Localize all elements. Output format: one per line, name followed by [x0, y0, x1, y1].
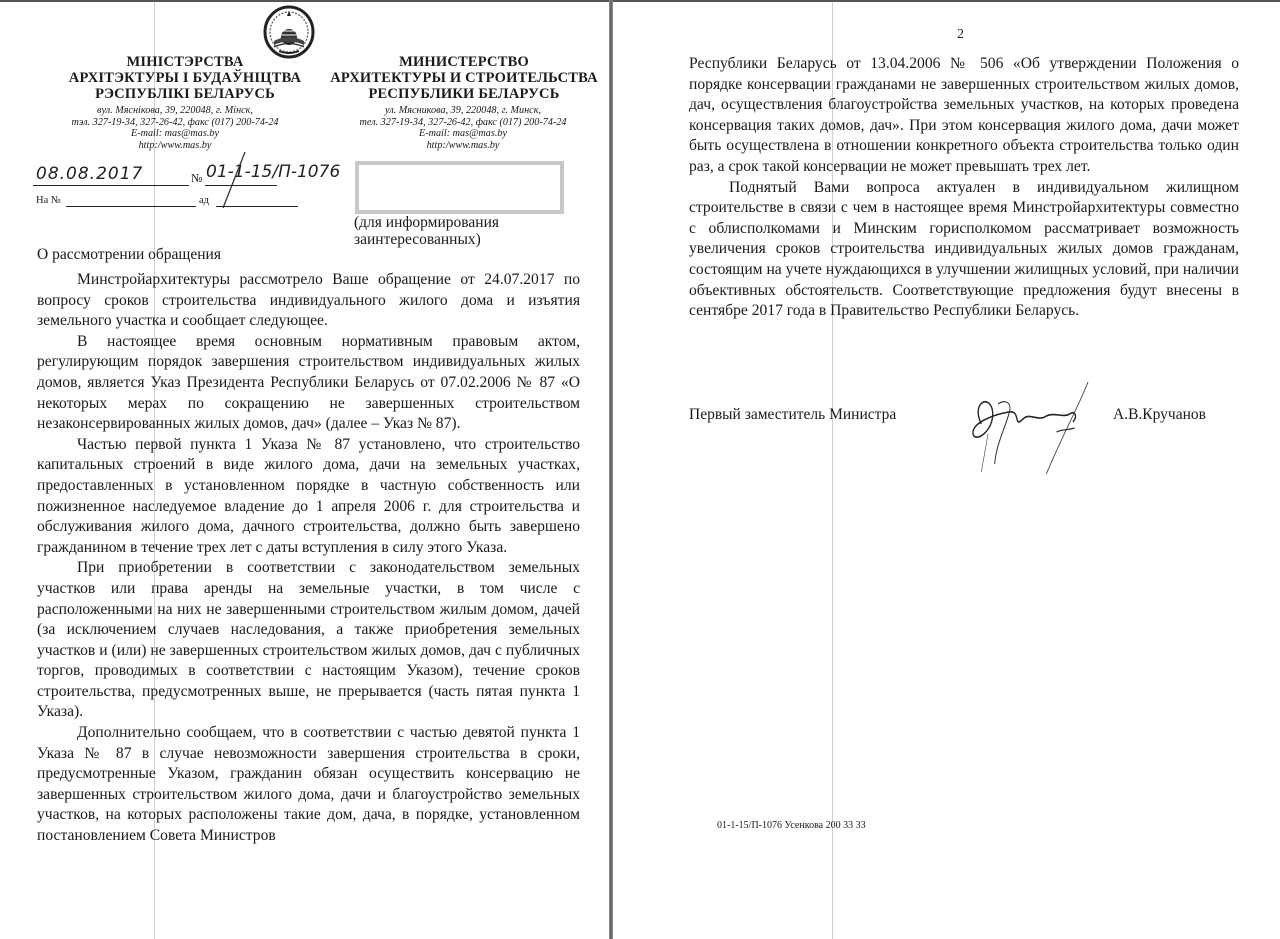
- ministry-name-belarusian: [50, 54, 320, 102]
- document-page-2: [613, 2, 1280, 939]
- executor-reference: 01-1-15/П-1076 Усенкова 200 33 33: [717, 820, 866, 831]
- registration-number: 01-1-15/П-1076: [206, 162, 341, 182]
- letter-body-page-1: [37, 270, 580, 847]
- address-line: E-mail: mas@mas.by: [418, 128, 508, 139]
- address-line: тел. 327-19-34, 327-26-42, факс (017) 200-74-24: [359, 116, 567, 128]
- address-line: http:/www.mas.by: [138, 139, 212, 151]
- address-line: вул. Мяснікова, 39, 220048, г. Мінск,: [97, 105, 253, 116]
- document-page-1: [0, 2, 609, 939]
- registration-date: 08.08.2017: [36, 164, 144, 184]
- pen-stroke-mark: [215, 150, 255, 210]
- reply-to-label: На №: [36, 195, 61, 206]
- address-russian: [322, 105, 604, 151]
- page-number: 2: [957, 27, 964, 42]
- org-line: МИНИСТЕРСТВО: [399, 54, 529, 70]
- org-line: РЕСПУБЛИКИ БЕЛАРУСЬ: [368, 86, 560, 102]
- paragraph: Минстройархитектуры рассмотрело Ваше обращение от 24.07.2017 по вопросу сроков строительства индивидуального жилого дома и изъятия земельного участка и сообщает следующее.: [37, 271, 580, 330]
- org-line: АРХІТЭКТУРЫ І БУДАЎНІЦТВА: [68, 70, 302, 86]
- redacted-addressee-box: [355, 161, 564, 214]
- signatory-name: А.В.Кручанов: [1113, 406, 1206, 423]
- from-label: ад: [199, 195, 210, 206]
- signatory-title: Первый заместитель Министра: [689, 406, 897, 423]
- org-line: МІНІСТЭРСТВА: [126, 54, 244, 70]
- paragraph: При приобретении в соответствии с законодательством земельных участков или права аренды на земельные участки, в том числе с расположенными на них не завершенными строительством жилым домом, дачей (за исключением случаев наследования, а также приобретения земельных участков и (или) не завершенных строительством жилых домов, дач с публичных торгов, проводимых в соответствии с настоящим Указом), течение сроков строительства, предусмотренных выше, не прерывается (часть пятая пункта 1 Указа).: [37, 559, 580, 721]
- paragraph: Республики Беларусь от 13.04.2006 № 506 «Об утверждении Положения о порядке консервации гражданами не завершенных строительством жилых домов, дач, осуществления благоустройства земельных участков, на которых проведена консервация таких домов, дач». При этом консервация жилого дома, дачи может быть осуществлена в отношении конкретного объекта строительства только один раз, а срок такой консервации не может превышать трех лет.: [689, 55, 1239, 175]
- letter-subject: О рассмотрении обращения: [37, 246, 221, 263]
- org-line: РЭСПУБЛІКІ БЕЛАРУСЬ: [95, 86, 275, 102]
- handwritten-signature-icon: [963, 374, 1113, 479]
- address-line: тэл. 327-19-34, 327-26-42, факс (017) 200-74-24: [71, 116, 279, 128]
- signature-block: [689, 406, 1249, 426]
- address-line: E-mail: mas@mas.by: [130, 128, 220, 139]
- number-sign: №: [191, 171, 203, 185]
- address-line: http:/www.mas.by: [426, 139, 500, 151]
- letter-body-page-2: [689, 54, 1239, 322]
- coat-of-arms-icon: [262, 5, 316, 61]
- org-line: АРХИТЕКТУРЫ И СТРОИТЕЛЬСТВА: [330, 70, 598, 86]
- address-belarusian: [30, 105, 320, 151]
- date-underline: [33, 185, 189, 186]
- from-underline: [216, 206, 298, 207]
- paragraph: Поднятый Вами вопроса актуален в индивидуальном жилищном строительстве в связи с чем в настоящее время Минстройархитектуры совместно с облисполкомами и Минским горисполкомом рассматривает возможность увеличения сроков строительства индивидуальных жилых домов гражданам, состоящим на учете нуждающихся в улучшении жилищных условий, при наличии объективных обстоятельств. Соответствующие предложения будут внесены в сентябре 2017 года в Правительство Республики Беларусь.: [689, 178, 1239, 320]
- paragraph: Дополнительно сообщаем, что в соответствии с частью девятой пункта 1 Указа № 87 в случае невозможности завершения строительства в сроки, предусмотренные Указом, гражданин обязан осуществить консервацию не завершенных строительством жилого дома, дачи и благоустройство земельных участков, на которых расположены такие дом, дача, в порядке, установленном постановлением Совета Министров: [37, 724, 580, 845]
- reply-to-underline: [66, 206, 196, 207]
- address-line: ул. Мясникова, 39, 220048, г. Минск,: [384, 105, 542, 116]
- ministry-name-russian: [328, 54, 600, 102]
- paragraph: В настоящее время основным нормативным правовым актом, регулирующим порядок завершения строительством индивидуальных жилых домов, является Указ Президента Республики Беларусь от 07.02.2006 № 87 «О некоторых мерах по сокращению не завершенных строительством незаконсервированных жилых домов, дач» (далее – Указ № 87).: [37, 332, 580, 433]
- addressee-note: (для информирования заинтересованных): [354, 214, 500, 248]
- paragraph: Частью первой пункта 1 Указа № 87 установлено, что строительство капитальных строений в виде жилого дома, дачи на земельных участках, предоставленных в установленном порядке в частную собственность или пожизненное наследуемое владение до 1 апреля 2006 г. для строительства и обслуживания жилого дома, дачного строительства, должно быть завершено гражданином в течение трех лет с даты вступления в силу этого Указа.: [37, 435, 580, 556]
